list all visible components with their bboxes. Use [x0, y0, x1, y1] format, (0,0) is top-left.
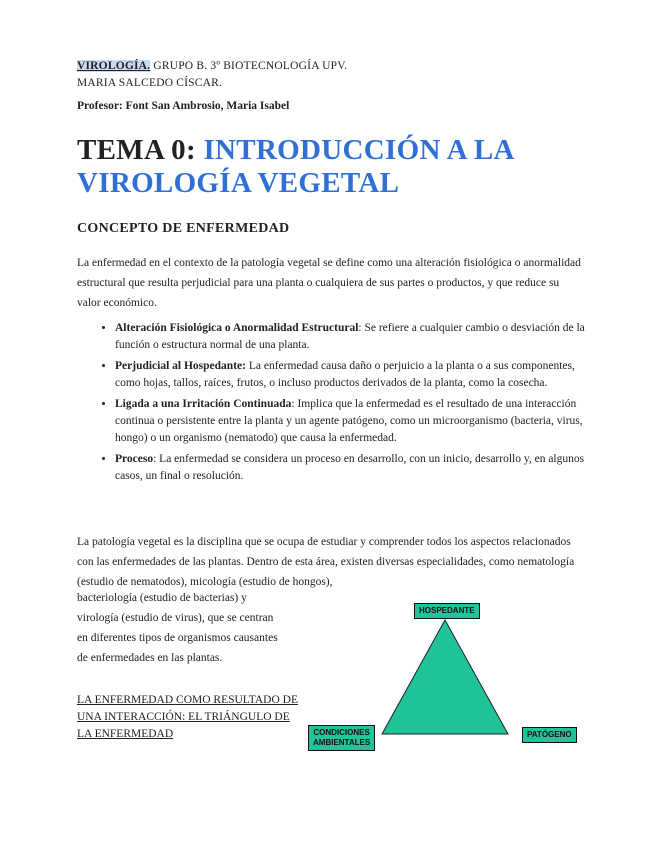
list-item-text: : La enfermedad se considera un proceso en desarrollo, con un inicio, desarrollo y, en algunos casos, un final o resolución. [115, 453, 585, 482]
specialties-paragraph: bacteriología (estudio de bacterias) y virología (estudio de virus), que se centran en diferentes tipos de organismos causantes de enfermedades en las plantas. [77, 592, 278, 664]
document-header [77, 58, 347, 92]
title-prefix: TEMA 0: [77, 134, 204, 166]
page-title [77, 134, 515, 200]
list-item-text: : Se refiere a cualquier cambio o desviación de la función o estructura normal de una planta. [115, 322, 585, 351]
disease-triangle [382, 620, 508, 734]
title-line2: VIROLOGÍA VEGETAL [77, 167, 400, 199]
list-item [115, 396, 593, 447]
list-item-term: Alteración Fisiológica o Anormalidad Estructural [115, 322, 359, 334]
list-item-text: : Implica que la enfermedad es el resultado de una interacción continua o persistente entre la planta y un agente patógeno, como un microorganismo (bacteria, virus, hongo) o un organismo (nematodo) que causa la enfermedad. [115, 398, 583, 444]
author-name: MARIA SALCEDO CÍSCAR. [77, 77, 223, 89]
list-item-term: Perjudicial al Hospedante: [115, 360, 246, 372]
professor-line: Profesor: Font San Ambrosio, Maria Isabel [77, 100, 290, 112]
list-item [115, 320, 593, 354]
triangle-subheading: LA ENFERMEDAD COMO RESULTADO DE UNA INTERACCIÓN: EL TRIÁNGULO DE LA ENFERMEDAD [77, 694, 298, 740]
course-group: GRUPO B. 3º BIOTECNOLOGÍA UPV. [150, 60, 348, 72]
list-item-text: La enfermedad causa daño o perjuicio a la planta o a sus componentes, como hojas, tallos, raíces, frutos, o incluso productos derivados de la planta, como la cosecha. [115, 360, 575, 389]
pathogen-label: PATÓGENO [522, 727, 577, 743]
course-name: VIROLOGÍA. [77, 60, 151, 72]
section-heading: CONCEPTO DE ENFERMEDAD [77, 221, 290, 236]
host-label: HOSPEDANTE [414, 603, 480, 619]
list-item [115, 451, 593, 485]
environment-label-line2: AMBIENTALES [313, 738, 371, 747]
definition-list [97, 320, 593, 489]
title-line1: INTRODUCCIÓN A LA [203, 134, 515, 166]
list-item [115, 358, 593, 392]
intro-paragraph: La enfermedad en el contexto de la patología vegetal se define como una alteración fisiológica o anormalidad estructural que resulta perjudicial para una planta o cualquiera de sus partes o productos, y que reduce su valor económico. [77, 257, 581, 309]
disease-triangle-diagram [300, 596, 590, 766]
pathology-paragraph: La patología vegetal es la disciplina que se ocupa de estudiar y comprender todos los aspectos relacionados con las enfermedades de las plantas. Dentro de esta área, existen diversas especialidades, como nematología (estudio de nematodos), micología (estudio de hongos), [77, 536, 575, 588]
environment-label [308, 725, 375, 751]
list-item-term: Ligada a una Irritación Continuada [115, 398, 292, 410]
list-item-term: Proceso [115, 453, 154, 465]
environment-label-line1: CONDICIONES [313, 728, 370, 737]
